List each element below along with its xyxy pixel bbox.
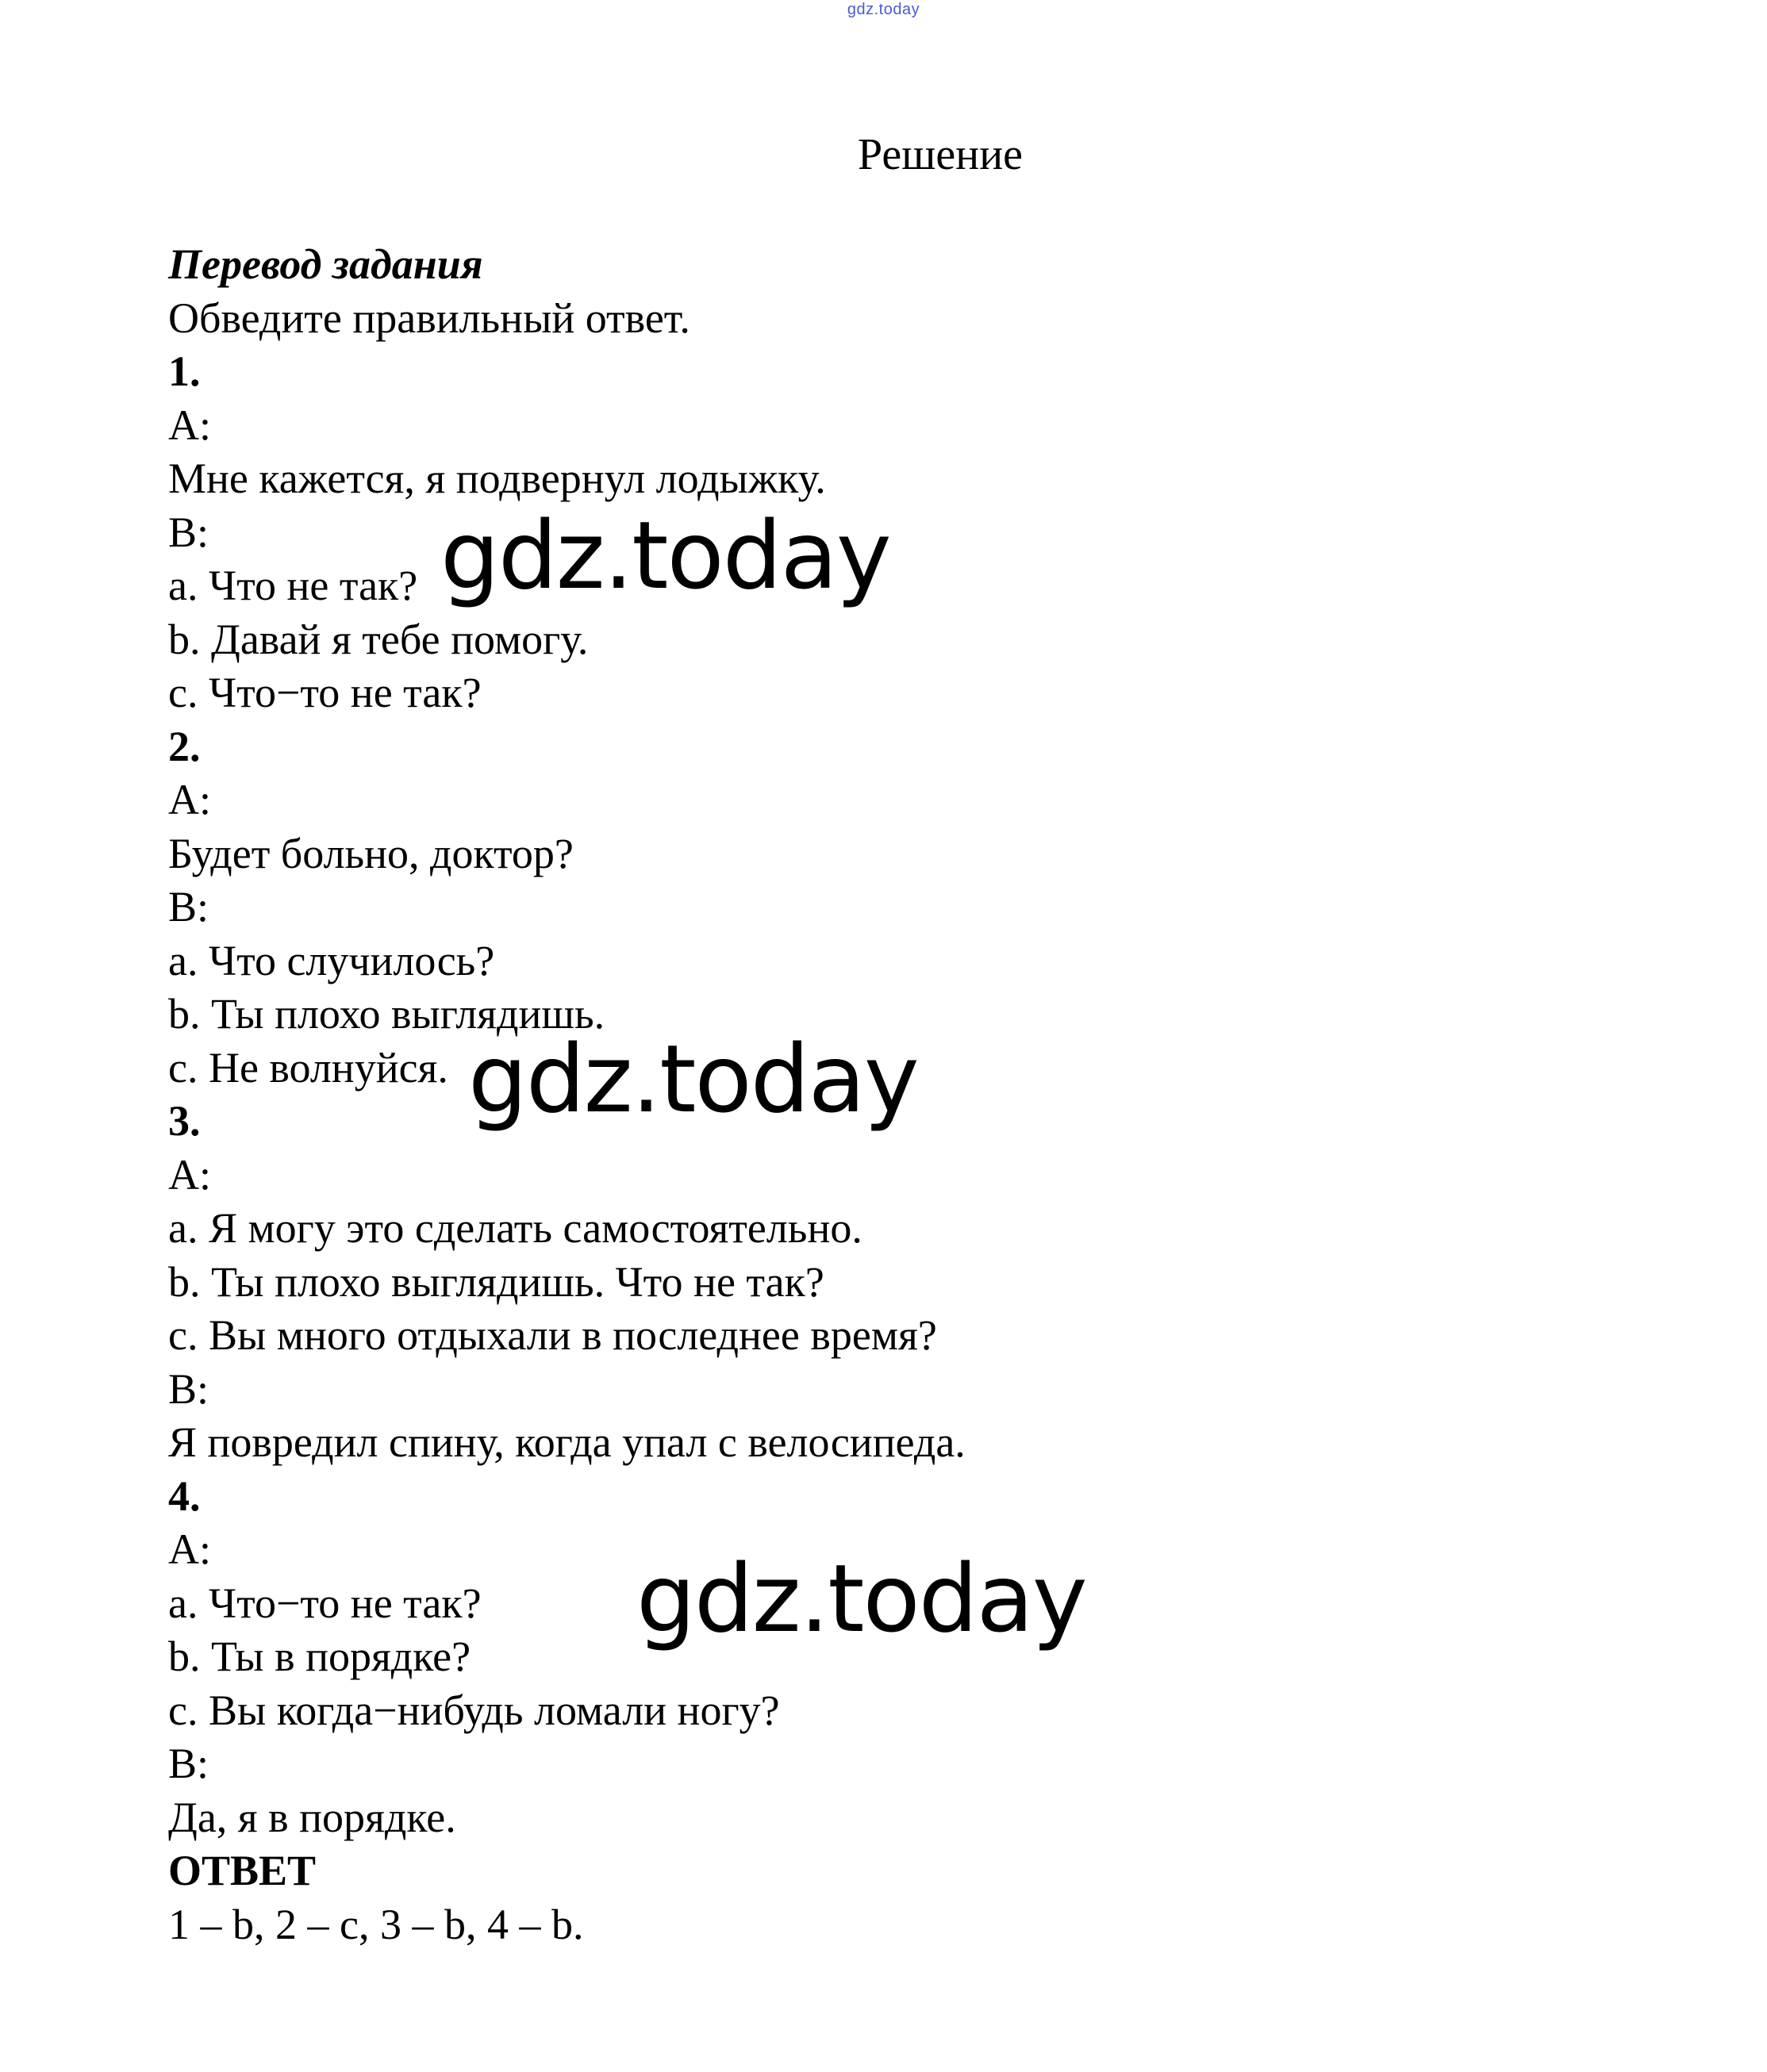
- header-watermark: gdz.today: [847, 1, 920, 18]
- answer-option: c. Не волнуйся.: [168, 1043, 448, 1092]
- dialogue-line: Будет больно, доктор?: [168, 829, 574, 877]
- answer-key: 1 – b, 2 – c, 3 – b, 4 – b.: [168, 1900, 584, 1948]
- speaker-label: A:: [168, 1525, 211, 1573]
- dialogue-line: Мне кажется, я подвернул лодыжку.: [168, 455, 826, 502]
- section-heading: Перевод задания: [168, 240, 483, 288]
- dialogue-line: Я повредил спину, когда упал с велосипеда.: [168, 1418, 966, 1466]
- watermark-logo: gdz.today: [636, 1544, 1086, 1653]
- answer-option: c. Что−то не так?: [168, 669, 482, 716]
- question-number: 4.: [168, 1472, 201, 1520]
- question-number: 1.: [168, 347, 201, 395]
- answer-option: b. Давай я тебе помогу.: [168, 615, 589, 663]
- dialogue-line: Да, я в порядке.: [168, 1793, 456, 1841]
- answer-option: a. Что−то не так?: [168, 1579, 482, 1627]
- watermark-logo: gdz.today: [440, 501, 890, 610]
- document-body: [168, 238, 1676, 1951]
- question-number: 3.: [168, 1097, 201, 1145]
- answer-option: c. Вы много отдыхали в последнее время?: [168, 1311, 937, 1359]
- answer-heading: ОТВЕТ: [168, 1847, 317, 1894]
- answer-option: c. Вы когда−нибудь ломали ногу?: [168, 1686, 780, 1734]
- instruction-text: Обведите правильный ответ.: [168, 294, 690, 342]
- speaker-label: B:: [168, 508, 209, 556]
- answer-option: b. Ты в порядке?: [168, 1633, 471, 1680]
- speaker-label: A:: [168, 1150, 211, 1199]
- answer-option: b. Ты плохо выглядишь. Что не так?: [168, 1257, 824, 1306]
- speaker-label: B:: [168, 883, 209, 930]
- answer-option: a. Я могу это сделать самостоятельно.: [168, 1204, 862, 1252]
- speaker-label: B:: [168, 1364, 209, 1413]
- page-title: Решение: [857, 130, 1024, 179]
- answer-option: b. Ты плохо выглядишь.: [168, 990, 605, 1038]
- answer-option: a. Что случилось?: [168, 936, 495, 984]
- watermark-logo: gdz.today: [468, 1024, 918, 1134]
- speaker-label: A:: [168, 401, 211, 449]
- speaker-label: A:: [168, 776, 211, 823]
- answer-option: a. Что не так?: [168, 562, 418, 609]
- question-number: 2.: [168, 722, 201, 770]
- speaker-label: B:: [168, 1740, 209, 1787]
